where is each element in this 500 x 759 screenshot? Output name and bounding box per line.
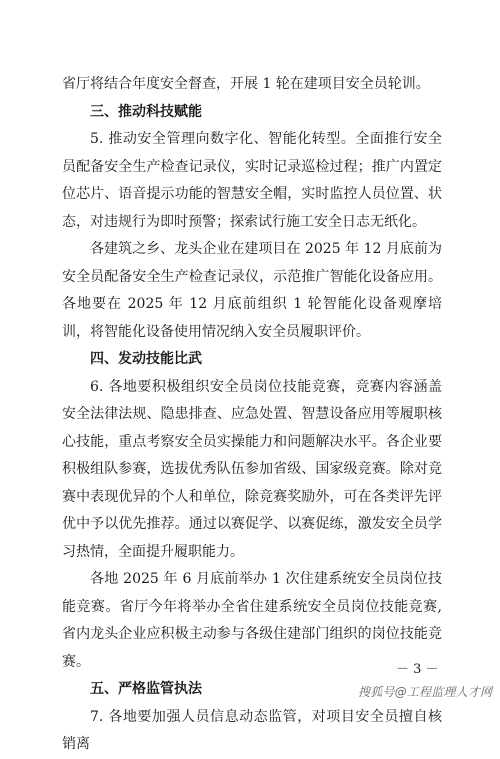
paragraph-5-detail: 各建筑之乡、龙头企业在建项目在 2025 年 12 月底前为安全员配备安全生产检查记录仪，示范推广智能化设备应用。各地要在 2025 年 12 月底前组织 1 轮智能化设备观摩培训，将智能化设备使用情况纳入安全员履职评价。 — [62, 241, 442, 340]
section-heading-3: 三、推动科技赋能 — [90, 103, 202, 120]
paragraph-6: 6. 各地要积极组织安全员岗位技能竞赛，竞赛内容涵盖安全法律法规、隐患排查、应急处置、智慧设备应用等履职核心技能，重点考察安全员实操能力和问题解决水平。各企业要积极组队参赛，选拔优秀队伍参加省级、国家级竞赛。除对竞赛中表现优异的个人和单位，除竞赛奖励外，可在各类评先评优中予以优先推荐。通过以赛促学、以赛促练，激发安全员学习热情，全面提升履职能力。 — [62, 378, 442, 560]
paragraph-7: 7. 各地要加强人员信息动态监管，对项目安全员擅自核销离 — [62, 708, 442, 752]
section-heading-5: 五、严格监管执法 — [90, 681, 202, 697]
page-number: － 3 － — [396, 662, 439, 677]
paragraph-6-detail: 各地 2025 年 6 月底前举办 1 次住建系统安全员岗位技能竞赛。省厅今年将举办全省住建系统安全员岗位技能竞赛,省内龙头企业应积极主动参与各级住建部门组织的岗位技能竞赛。 — [62, 571, 442, 670]
opening-paragraph: 省厅将结合年度安全督查，开展 1 轮在建项目安全员轮训。 — [62, 76, 430, 92]
paragraph-5: 5. 推动安全管理向数字化、智能化转型。全面推行安全员配备安全生产检查记录仪，实时记录巡检过程；推广内置定位芯片、语音提示功能的智慧安全帽，实时监控人员位置、状态，对违规行为即时预警；探索试行施工安全日志无纸化。 — [62, 131, 442, 230]
document-body — [62, 71, 442, 759]
section-heading-4: 四、发动技能比武 — [90, 351, 202, 367]
watermark-text: 搜狐号@工程监理人才网 — [358, 685, 493, 699]
